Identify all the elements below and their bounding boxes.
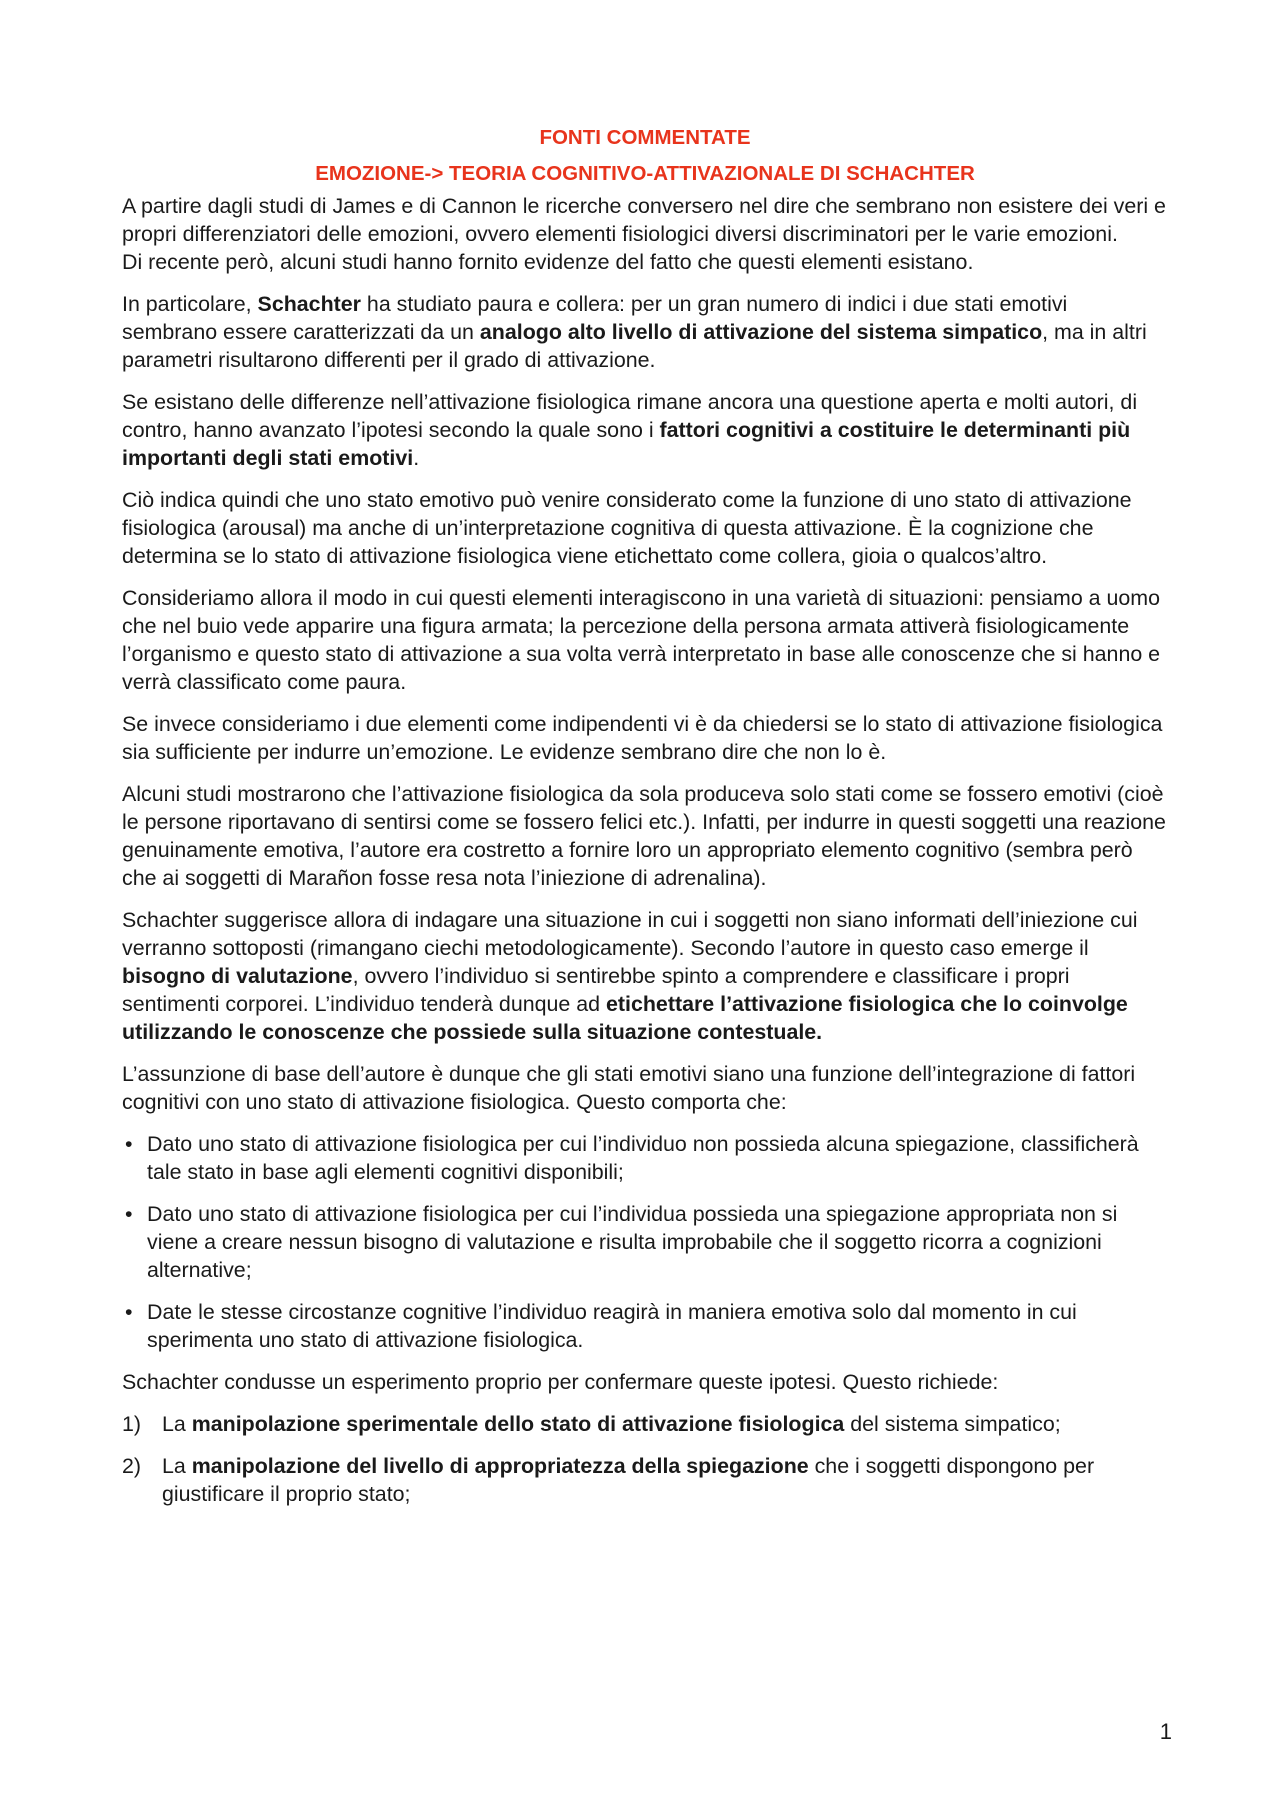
document-subheading: EMOZIONE-> TEORIA COGNITIVO-ATTIVAZIONALE DI SCHACHTER (315, 162, 975, 185)
text-run: Schachter suggerisce allora di indagare una situazione in cui i soggetti non siano informati dell’iniezione cui verranno sottoposti (rimangano ciechi metodologicamente). Secondo l’autore in questo caso emerge il (122, 908, 1138, 960)
list-item-text: Dato uno stato di attivazione fisiologica per cui l’individuo non possieda alcuna spiegazione, classificherà tale stato in base agli elementi cognitivi disponibili; (147, 1132, 1139, 1184)
text-run: In particolare, (122, 292, 258, 316)
bold-text: etichettare l’attivazione fisiologica che lo coinvolge utilizzando le conoscenze che possiede sulla situazione contestuale. (122, 992, 1128, 1044)
document-heading: FONTI COMMENTATE (539, 126, 751, 149)
list-item (122, 1200, 1168, 1284)
list-item-text: Dato uno stato di attivazione fisiologica per cui l’individua possieda una spiegazione appropriata non si viene a creare nessun bisogno di valutazione e risulta improbabile che il soggetto ricorra a cognizioni alternative; (147, 1202, 1118, 1282)
paragraph-schachter (122, 290, 1168, 374)
paragraph-independence: Se invece consideriamo i due elementi come indipendenti vi è da chiedersi se lo stato di attivazione fisiologica sia sufficiente per indurre un’emozione. Le evidenze sembrano dire che non lo è. (122, 712, 1163, 764)
paragraph-studies: Alcuni studi mostrarono che l’attivazione fisiologica da sola produceva solo stati come se fossero emotivi (cioè le persone riportavano di sentirsi come se fossero felici etc.). Infatti, per indurre in questi soggetti una reazione genuinamente emotiva, l’autore era costretto a fornire loro un appropriato elemento cognitivo (sembra però che ai soggetti di Marañon fosse resa nota l’iniezione di adrenalina). (122, 782, 1166, 890)
numbered-list (122, 1410, 1168, 1508)
paragraph-example: Consideriamo allora il modo in cui questi elementi interagiscono in una varietà di situazioni: pensiamo a uomo che nel buio vede apparire una figura armata; la percezione della persona armata attiverà fisiologicamente l’organismo e questo stato di attivazione a sua volta verrà interpretato in base alle conoscenze che si hanno e verrà classificato come paura. (122, 586, 1161, 694)
text-run: La (162, 1454, 192, 1478)
bold-text: analogo alto livello di attivazione del sistema simpatico (479, 320, 1043, 344)
bold-text: fattori cognitivi a costituire le determinanti più importanti degli stati emotivi (122, 418, 1131, 470)
list-item (122, 1452, 1168, 1508)
bold-text: manipolazione sperimentale dello stato di attivazione fisiologica (191, 1412, 845, 1436)
text-run: , ovvero l’individuo si sentirebbe spinto a comprendere e classificare i propri sentimenti corporei. L’individuo tenderà dunque ad (122, 964, 1070, 1016)
paragraph-differences (122, 388, 1168, 472)
text-run: , ma in altri parametri risultarono differenti per il grado di attivazione. (122, 320, 1147, 372)
text-run: La (162, 1412, 192, 1436)
bullet-list (122, 1130, 1168, 1354)
page-number: 1 (1159, 1719, 1172, 1744)
text-run: . (413, 446, 420, 470)
list-item (122, 1298, 1168, 1354)
paragraph-evaluation-need (122, 906, 1168, 1046)
text-run: che i soggetti dispongono per giustificare il proprio stato; (162, 1454, 1095, 1506)
paragraph-intro (122, 192, 1168, 276)
paragraph-text: A partire dagli studi di James e di Cannon le ricerche conversero nel dire che sembrano non esistere dei veri e propri differenziatori delle emozioni, ovvero elementi fisiologici diversi discriminatori per le varie emozioni. (122, 194, 1166, 246)
list-item (122, 1130, 1168, 1186)
bold-text: bisogno di valutazione (122, 964, 353, 988)
bullet-marker: • (125, 1202, 133, 1226)
text-run: ha studiato paura e collera: per un gran numero di indici i due stati emotivi sembrano essere caratterizzati da un (122, 292, 1068, 344)
paragraph-experiment: Schachter condusse un esperimento proprio per confermare queste ipotesi. Questo richiede: (122, 1370, 999, 1394)
paragraph-assumption: L’assunzione di base dell’autore è dunque che gli stati emotivi siano una funzione dell’integrazione di fattori cognitivi con uno stato di attivazione fisiologica. Questo comporta che: (122, 1062, 1136, 1114)
paragraph-text: Di recente però, alcuni studi hanno fornito evidenze del fatto che questi elementi esistano. (122, 250, 974, 274)
text-run: del sistema simpatico; (844, 1412, 1061, 1436)
list-item-text: Date le stesse circostanze cognitive l’individuo reagirà in maniera emotiva solo dal momento in cui sperimenta uno stato di attivazione fisiologica. (147, 1300, 1077, 1352)
bold-text: Schachter (257, 292, 361, 316)
text-run: Se esistano delle differenze nell’attivazione fisiologica rimane ancora una questione aperta e molti autori, di contro, hanno avanzato l’ipotesi secondo la quale sono i (122, 390, 1138, 442)
bullet-marker: • (125, 1132, 133, 1156)
bold-text: manipolazione del livello di appropriatezza della spiegazione (191, 1454, 809, 1478)
document-body (122, 124, 1168, 1522)
list-number: 2) (122, 1454, 142, 1478)
bullet-marker: • (125, 1300, 133, 1324)
list-item (122, 1410, 1168, 1438)
paragraph-arousal: Ciò indica quindi che uno stato emotivo può venire considerato come la funzione di uno stato di attivazione fisiologica (arousal) ma anche di un’interpretazione cognitiva di questa attivazione. È la cognizione che determina se lo stato di attivazione fisiologica viene etichettato come collera, gioia o qualcos’altro. (122, 488, 1132, 568)
list-number: 1) (122, 1412, 142, 1436)
